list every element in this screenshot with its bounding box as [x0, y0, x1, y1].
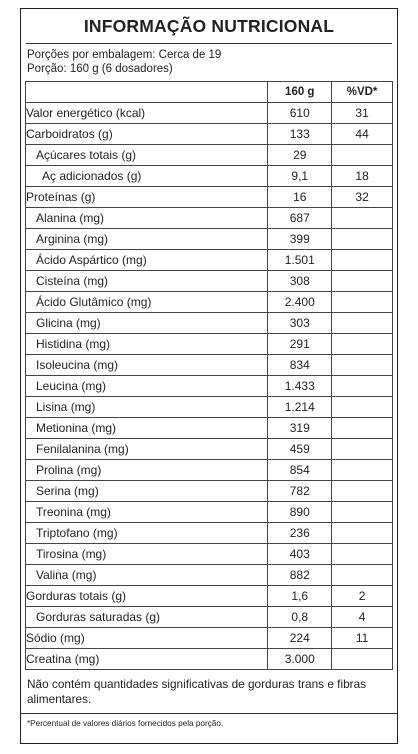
nutrient-name: Carboidratos (g)	[26, 124, 268, 145]
nutrient-qty: 882	[268, 565, 332, 586]
nutrient-vd	[332, 397, 393, 418]
nutrient-qty: 291	[268, 334, 332, 355]
header-vd: %VD*	[332, 82, 393, 103]
table-row	[26, 565, 393, 586]
label-title: INFORMAÇÃO NUTRICIONAL	[26, 9, 392, 44]
table-row	[26, 334, 393, 355]
table-row	[26, 187, 393, 208]
portions-per-package: Porções por embalagem: Cerca de 19	[27, 49, 222, 61]
table-row	[26, 418, 393, 439]
nutrient-vd: 18	[332, 166, 393, 187]
nutrient-name: Metionina (mg)	[26, 418, 268, 439]
nutrient-name: Treonina (mg)	[26, 502, 268, 523]
table-row	[26, 523, 393, 544]
nutrient-qty: 1.501	[268, 250, 332, 271]
table-row	[26, 439, 393, 460]
nutrient-qty: 224	[268, 628, 332, 649]
table-row	[26, 586, 393, 607]
nutrient-name: Ácido Glutâmico (mg)	[26, 292, 268, 313]
nutrient-qty: 834	[268, 355, 332, 376]
nutrient-vd	[332, 481, 393, 502]
nutrient-qty: 236	[268, 523, 332, 544]
nutrient-vd: 31	[332, 103, 393, 124]
nutrient-vd	[332, 502, 393, 523]
nutrient-name: Isoleucina (mg)	[26, 355, 268, 376]
nutrient-vd	[332, 649, 393, 670]
table-row	[26, 607, 393, 628]
table-row	[26, 649, 393, 670]
nutrient-qty: 403	[268, 544, 332, 565]
table-row	[26, 229, 393, 250]
nutrient-vd	[332, 334, 393, 355]
nutrient-vd	[332, 250, 393, 271]
nutrient-qty: 308	[268, 271, 332, 292]
table-row	[26, 145, 393, 166]
nutrient-qty: 9,1	[268, 166, 332, 187]
table-row	[26, 271, 393, 292]
nutrient-name: Açúcares totais (g)	[26, 145, 268, 166]
nutrient-qty: 854	[268, 460, 332, 481]
nutrient-qty: 29	[268, 145, 332, 166]
table-header-row	[26, 82, 393, 103]
nutrient-qty: 890	[268, 502, 332, 523]
nutrient-vd	[332, 565, 393, 586]
nutrient-vd	[332, 544, 393, 565]
nutrient-name: Sódio (mg)	[26, 628, 268, 649]
nutrient-name: Creatina (mg)	[26, 649, 268, 670]
nutrient-qty: 782	[268, 481, 332, 502]
nutrition-table	[25, 81, 393, 670]
header-qty: 160 g	[268, 82, 332, 103]
nutrient-vd: 4	[332, 607, 393, 628]
nutrient-name: Alanina (mg)	[26, 208, 268, 229]
nutrient-name: Gorduras saturadas (g)	[26, 607, 268, 628]
table-row	[26, 313, 393, 334]
nutrient-qty: 16	[268, 187, 332, 208]
nutrient-vd	[332, 439, 393, 460]
nutrient-qty: 399	[268, 229, 332, 250]
nutrient-name: Proteínas (g)	[26, 187, 268, 208]
table-body	[26, 103, 393, 670]
footnote-text: *Percentual de valores diários fornecidos pela porção.	[27, 719, 224, 728]
nutrient-name: Arginina (mg)	[26, 229, 268, 250]
table-row	[26, 460, 393, 481]
nutrient-vd	[332, 208, 393, 229]
table-row	[26, 628, 393, 649]
nutrient-vd: 32	[332, 187, 393, 208]
nutrient-qty: 1,6	[268, 586, 332, 607]
nutrient-vd	[332, 145, 393, 166]
nutrient-qty: 1.214	[268, 397, 332, 418]
table-row	[26, 481, 393, 502]
nutrient-name: Glicina (mg)	[26, 313, 268, 334]
table-row	[26, 355, 393, 376]
portion-size: Porção: 160 g (6 dosadores)	[27, 63, 173, 75]
nutrient-qty: 2.400	[268, 292, 332, 313]
table-row	[26, 376, 393, 397]
nutrient-qty: 133	[268, 124, 332, 145]
nutrient-name: Aç adicionados (g)	[26, 166, 268, 187]
nutrient-qty: 459	[268, 439, 332, 460]
portion-info	[21, 44, 397, 81]
table-row	[26, 292, 393, 313]
note-text: Não contém quantidades significativas de gorduras trans e fibras alimentares.	[27, 677, 367, 706]
nutrient-name: Prolina (mg)	[26, 460, 268, 481]
nutrient-qty: 0,8	[268, 607, 332, 628]
nutrient-vd	[332, 523, 393, 544]
nutrient-vd	[332, 355, 393, 376]
nutrient-qty: 610	[268, 103, 332, 124]
nutrient-vd	[332, 292, 393, 313]
nutrient-vd	[332, 376, 393, 397]
nutrient-name: Tirosina (mg)	[26, 544, 268, 565]
nutrient-name: Triptofano (mg)	[26, 523, 268, 544]
nutrient-name: Valina (mg)	[26, 565, 268, 586]
nutrient-name: Gorduras totais (g)	[26, 586, 268, 607]
nutrient-qty: 687	[268, 208, 332, 229]
nutrient-name: Serina (mg)	[26, 481, 268, 502]
nutrient-name: Leucina (mg)	[26, 376, 268, 397]
nutrient-vd	[332, 460, 393, 481]
nutrient-vd	[332, 229, 393, 250]
table-row	[26, 208, 393, 229]
nutrient-vd: 44	[332, 124, 393, 145]
nutrient-vd	[332, 313, 393, 334]
nutrient-vd: 2	[332, 586, 393, 607]
nutrient-name: Ácido Aspártico (mg)	[26, 250, 268, 271]
nutrient-vd	[332, 418, 393, 439]
nutrient-vd: 11	[332, 628, 393, 649]
table-row	[26, 103, 393, 124]
nutrient-qty: 303	[268, 313, 332, 334]
table-row	[26, 502, 393, 523]
nutrient-qty: 319	[268, 418, 332, 439]
table-row	[26, 250, 393, 271]
nutrient-name: Valor energético (kcal)	[26, 103, 268, 124]
table-row	[26, 124, 393, 145]
nutrient-name: Cisteína (mg)	[26, 271, 268, 292]
nutrient-name: Fenilalanina (mg)	[26, 439, 268, 460]
nutrient-name: Lisina (mg)	[26, 397, 268, 418]
nutrient-qty: 1.433	[268, 376, 332, 397]
nutrition-facts-label	[20, 8, 398, 744]
nutrient-vd	[332, 271, 393, 292]
nutrient-qty: 3.000	[268, 649, 332, 670]
nutrient-name: Histidina (mg)	[26, 334, 268, 355]
table-row	[26, 544, 393, 565]
header-blank-cell	[26, 82, 268, 103]
table-row	[26, 166, 393, 187]
table-row	[26, 397, 393, 418]
